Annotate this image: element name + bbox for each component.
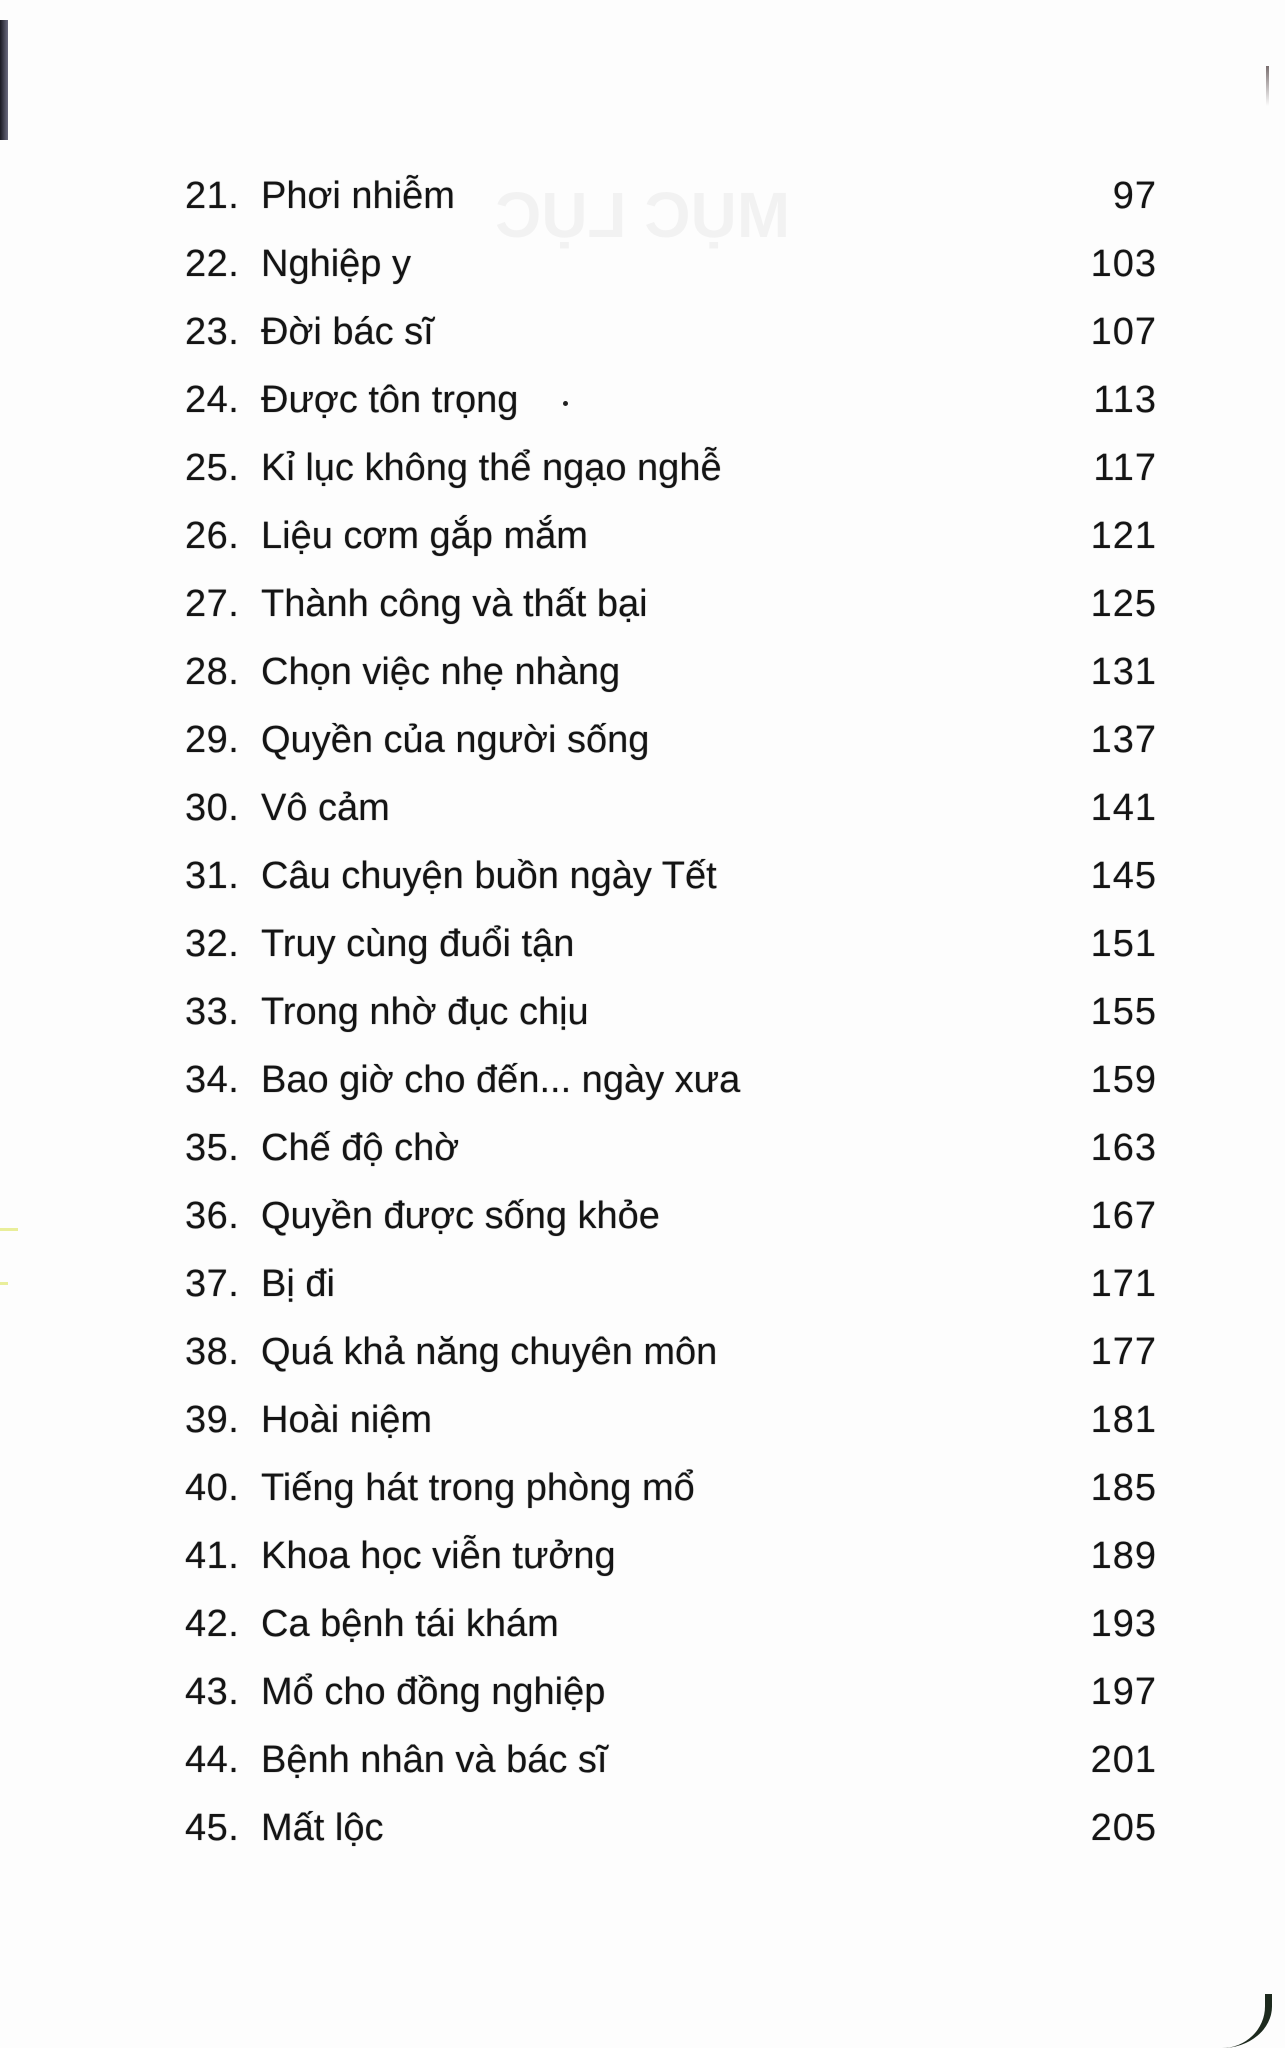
toc-entry — [0, 240, 1285, 308]
toc-entry-page: 185 — [1090, 1467, 1157, 1509]
toc-entry — [0, 1260, 1285, 1328]
toc-entry-page: 181 — [1090, 1399, 1157, 1441]
toc-entry-title: Bao giờ cho đến... ngày xưa — [261, 1059, 741, 1101]
toc-entry-number: 25. — [185, 447, 240, 489]
toc-entry-page: 197 — [1090, 1671, 1157, 1713]
toc-entry-page: 193 — [1090, 1603, 1157, 1645]
toc-entry-page: 151 — [1090, 923, 1157, 965]
toc-entry-title: Câu chuyện buồn ngày Tết — [261, 855, 717, 897]
table-of-contents — [0, 172, 1285, 1872]
toc-entry-page: 177 — [1090, 1331, 1157, 1373]
toc-entry-page: 155 — [1090, 991, 1157, 1033]
toc-entry — [0, 1056, 1285, 1124]
toc-entry — [0, 1124, 1285, 1192]
toc-entry-number: 45. — [185, 1807, 240, 1849]
toc-entry-page: 189 — [1090, 1535, 1157, 1577]
toc-entry-number: 35. — [185, 1127, 240, 1169]
toc-entry — [0, 1600, 1285, 1668]
toc-entry-number: 33. — [185, 991, 240, 1033]
toc-entry-page: 141 — [1090, 787, 1157, 829]
toc-entry-number: 44. — [185, 1739, 240, 1781]
toc-entry — [0, 444, 1285, 512]
toc-entry — [0, 172, 1285, 240]
toc-entry-page: 167 — [1090, 1195, 1157, 1237]
toc-entry-title: Liệu cơm gắp mắm — [261, 515, 588, 557]
toc-entry — [0, 580, 1285, 648]
toc-entry-title: Chế độ chờ — [261, 1127, 460, 1169]
toc-entry-number: 22. — [185, 243, 240, 285]
toc-entry-number: 29. — [185, 719, 240, 761]
toc-entry-page: 113 — [1093, 379, 1157, 421]
toc-entry-title: Bị đi — [261, 1263, 335, 1305]
toc-entry-title: Mổ cho đồng nghiệp — [261, 1671, 606, 1713]
toc-entry — [0, 784, 1285, 852]
toc-entry-title: Kỉ lục không thể ngạo nghễ — [261, 447, 722, 489]
toc-entry — [0, 308, 1285, 376]
toc-entry-page: 117 — [1093, 447, 1157, 489]
toc-entry-title: Thành công và thất bại — [261, 583, 648, 625]
toc-entry-number: 34. — [185, 1059, 240, 1101]
toc-entry-number: 23. — [185, 311, 240, 353]
toc-entry — [0, 988, 1285, 1056]
toc-entry-title: Trong nhờ đục chịu — [261, 991, 589, 1033]
toc-entry — [0, 852, 1285, 920]
toc-entry-title: Ca bệnh tái khám — [261, 1603, 559, 1645]
toc-entry-page: 201 — [1090, 1739, 1157, 1781]
toc-entry — [0, 1328, 1285, 1396]
toc-entry — [0, 1464, 1285, 1532]
toc-entry-number: 27. — [185, 583, 240, 625]
toc-entry-number: 30. — [185, 787, 240, 829]
toc-entry-page: 97 — [1112, 175, 1157, 217]
toc-entry-number: 40. — [185, 1467, 240, 1509]
toc-entry — [0, 1804, 1285, 1872]
toc-entry-number: 39. — [185, 1399, 240, 1441]
toc-entry — [0, 1192, 1285, 1260]
toc-entry-number: 32. — [185, 923, 240, 965]
toc-entry-number: 31. — [185, 855, 240, 897]
toc-entry-page: 171 — [1090, 1263, 1157, 1305]
toc-entry-title: Nghiệp y — [261, 243, 411, 285]
toc-entry — [0, 1396, 1285, 1464]
toc-entry — [0, 376, 1285, 444]
toc-entry — [0, 1668, 1285, 1736]
toc-entry-title: Mất lộc — [261, 1807, 384, 1849]
toc-entry-title: Phơi nhiễm — [261, 175, 455, 217]
toc-entry-number: 24. — [185, 379, 240, 421]
toc-entry-page: 137 — [1090, 719, 1157, 761]
toc-entry-number: 28. — [185, 651, 240, 693]
toc-entry-title: Khoa học viễn tưởng — [261, 1535, 616, 1577]
toc-entry-number: 38. — [185, 1331, 240, 1373]
toc-entry-number: 21. — [185, 175, 240, 217]
toc-entry-title: Bệnh nhân và bác sĩ — [261, 1739, 608, 1781]
toc-entry-number: 37. — [185, 1263, 240, 1305]
toc-entry-page: 145 — [1090, 855, 1157, 897]
toc-entry-title: Truy cùng đuổi tận — [261, 923, 575, 965]
toc-entry-title: Đời bác sĩ — [261, 311, 434, 353]
toc-entry-title: Quá khả năng chuyên môn — [261, 1331, 718, 1373]
toc-entry-page: 131 — [1090, 651, 1157, 693]
toc-entry-title: Quyền được sống khỏe — [261, 1195, 660, 1237]
toc-entry-title: Quyền của người sống — [261, 719, 650, 761]
page-edge-mark — [1266, 66, 1269, 106]
toc-entry-page: 159 — [1090, 1059, 1157, 1101]
binding-edge-shadow — [0, 20, 8, 140]
toc-entry-page: 107 — [1090, 311, 1157, 353]
toc-entry-number: 26. — [185, 515, 240, 557]
toc-entry-page: 205 — [1090, 1807, 1157, 1849]
toc-entry-number: 43. — [185, 1671, 240, 1713]
toc-entry-title: Được tôn trọng — [261, 379, 519, 421]
toc-entry-number: 42. — [185, 1603, 240, 1645]
toc-entry-page: 125 — [1090, 583, 1157, 625]
toc-entry — [0, 512, 1285, 580]
toc-entry-number: 41. — [185, 1535, 240, 1577]
toc-entry-page: 121 — [1090, 515, 1157, 557]
toc-entry — [0, 648, 1285, 716]
toc-entry-title: Hoài niệm — [261, 1399, 433, 1441]
toc-entry — [0, 716, 1285, 784]
page-corner-curl — [1222, 1994, 1272, 2048]
toc-entry-title: Tiếng hát trong phòng mổ — [261, 1467, 695, 1509]
toc-entry-title: Chọn việc nhẹ nhàng — [261, 651, 621, 693]
toc-entry-page: 103 — [1090, 243, 1157, 285]
toc-entry — [0, 1736, 1285, 1804]
toc-entry — [0, 1532, 1285, 1600]
toc-entry-number: 36. — [185, 1195, 240, 1237]
toc-entry — [0, 920, 1285, 988]
toc-entry-title: Vô cảm — [261, 787, 390, 829]
toc-entry-page: 163 — [1090, 1127, 1157, 1169]
